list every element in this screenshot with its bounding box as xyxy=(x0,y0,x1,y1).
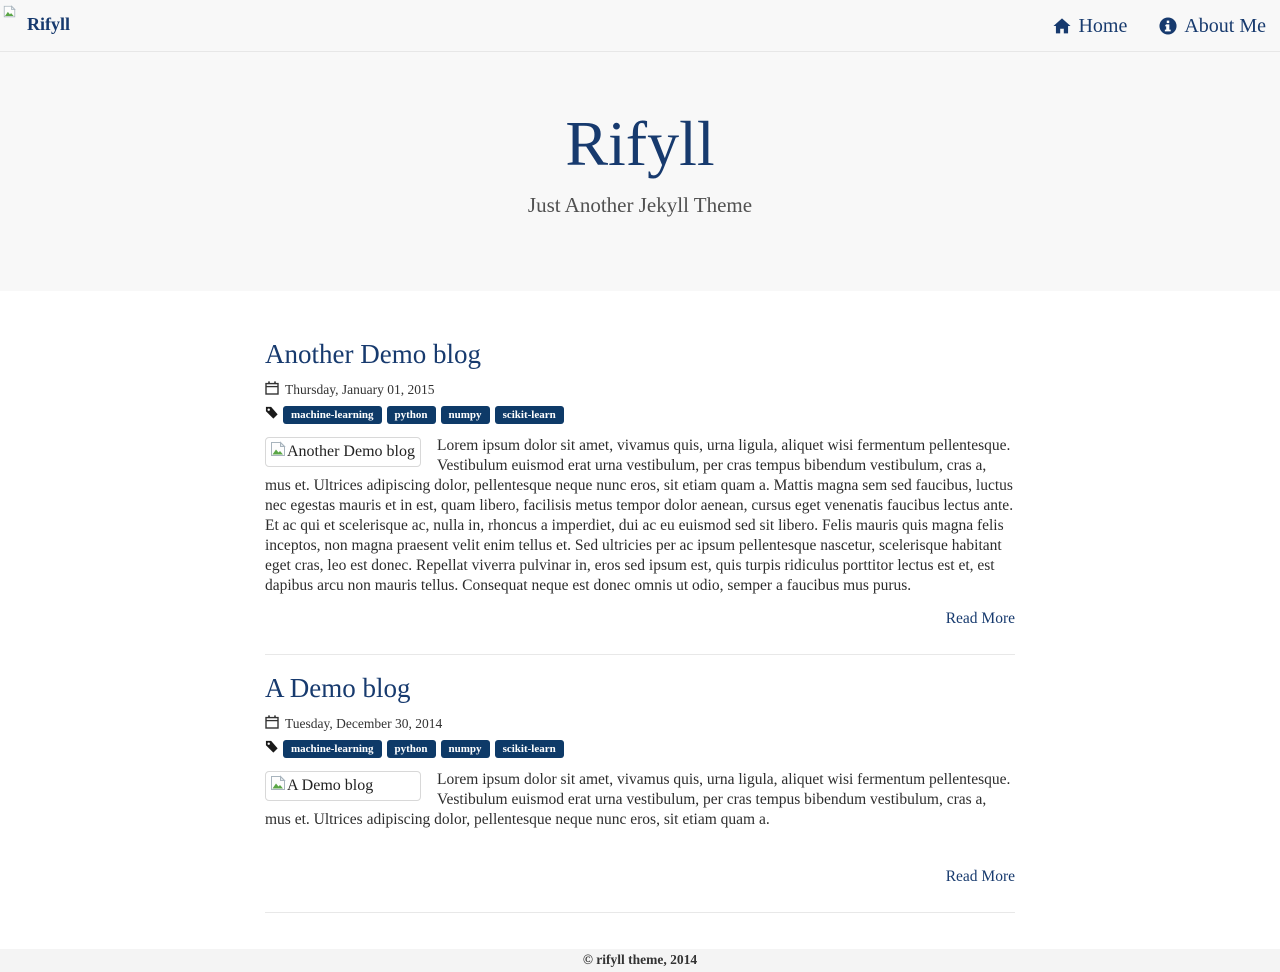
post-excerpt xyxy=(265,436,1015,596)
tag-badge[interactable]: scikit-learn xyxy=(495,406,564,424)
nav-link-label: About Me xyxy=(1184,14,1266,37)
read-more-row xyxy=(265,868,1015,886)
post-item xyxy=(265,291,1015,628)
calendar-icon xyxy=(265,381,279,399)
broken-image-icon xyxy=(270,441,286,463)
post-title-link[interactable]: A Demo blog xyxy=(265,673,411,704)
posts-list xyxy=(265,291,1015,913)
nav-link-home[interactable] xyxy=(1053,15,1127,38)
post-thumbnail-broken-image xyxy=(265,437,421,467)
nav-links xyxy=(1053,0,1266,52)
post-excerpt-text: Lorem ipsum dolor sit amet, vivamus quis, urna ligula, aliquet wisi fermentum pellentesque. Vestibulum euismod erat urna vestibulum, per cras tempus bibendum vestibulum, cras a, mus et. Ultrices adipiscing dolor, pellentesque neque nunc eros, sit etiam quam a. xyxy=(265,771,1011,829)
brand-label: Rifyll xyxy=(27,14,70,34)
thumbnail-alt-text: Another Demo blog xyxy=(287,443,415,461)
copyright-text: © rifyll theme, 2014 xyxy=(582,952,698,968)
tag-badge[interactable]: python xyxy=(387,406,436,424)
nav-link-label: Home xyxy=(1078,14,1128,37)
hero-subtitle: Just Another Jekyll Theme xyxy=(527,193,753,218)
post-excerpt xyxy=(265,770,1015,830)
site-footer xyxy=(0,949,1280,972)
tag-badge[interactable]: scikit-learn xyxy=(495,740,564,758)
post-thumbnail-broken-image xyxy=(265,771,421,801)
post-title-link[interactable]: Another Demo blog xyxy=(265,339,481,369)
tag-icon xyxy=(265,740,278,758)
broken-image-icon xyxy=(270,775,286,797)
brand-link[interactable] xyxy=(0,0,70,33)
tag-icon xyxy=(265,406,278,424)
post-title xyxy=(265,339,1015,370)
post-item xyxy=(265,655,1015,886)
post-tags-row xyxy=(265,406,1015,424)
post-date: Tuesday, December 30, 2014 xyxy=(285,716,443,732)
read-more-link[interactable]: Read More xyxy=(945,868,1015,886)
hero-banner xyxy=(0,52,1280,291)
post-date-row xyxy=(265,381,1015,399)
nav-link-about-me[interactable] xyxy=(1159,15,1266,38)
tag-badge[interactable]: python xyxy=(387,740,436,758)
tag-badge[interactable]: machine-learning xyxy=(283,406,382,424)
post-divider xyxy=(265,912,1015,913)
tag-badge[interactable]: machine-learning xyxy=(283,740,382,758)
navbar xyxy=(0,0,1280,52)
thumbnail-alt-text: A Demo blog xyxy=(287,777,374,795)
hero-title: Rifyll xyxy=(565,108,715,179)
post-date: Thursday, January 01, 2015 xyxy=(285,382,435,398)
read-more-row xyxy=(265,610,1015,628)
post-excerpt-text: Lorem ipsum dolor sit amet, vivamus quis, urna ligula, aliquet wisi fermentum pellentesque. Vestibulum euismod erat urna vestibulum, per cras tempus bibendum vestibulum, cras a, mus et. Ultrices adipiscing dolor, pellentesque neque nunc eros, sit etiam quam a. Mattis magna sem sed faucibus, luctus nec egestas mauris et in est, quam libero, facilisis metus tempor dolor aenean, cursus eget venenatis faucibus lectus ante. Et ac qui et scelerisque ac, nulla in, rhoncus a imperdiet, dui ac eu euismod sed sit libero. Felis mauris quis magna felis inceptos, non magna praesent velit enim tellus et. Sed ultricies per ac ipsum pellentesque nascetur, scelerisque habitant eget cras, leo est donec. Repellat viverra pulvinar in, eros sed ipsum est, quis turpis ridiculus porttitor lectus est et, est dapibus arcu non mauris tellus. Consequat neque est donec omnis ut odio, semper a faucibus mus purus. xyxy=(265,437,1014,595)
calendar-icon xyxy=(265,715,279,733)
broken-image-icon xyxy=(3,3,16,21)
post-title xyxy=(265,673,1015,704)
post-date-row xyxy=(265,715,1015,733)
tag-badge[interactable]: numpy xyxy=(441,406,490,424)
post-tags-row xyxy=(265,740,1015,758)
read-more-link[interactable]: Read More xyxy=(945,610,1015,628)
info-circle-icon xyxy=(1159,17,1177,35)
tag-badge[interactable]: numpy xyxy=(441,740,490,758)
home-icon xyxy=(1053,17,1071,35)
